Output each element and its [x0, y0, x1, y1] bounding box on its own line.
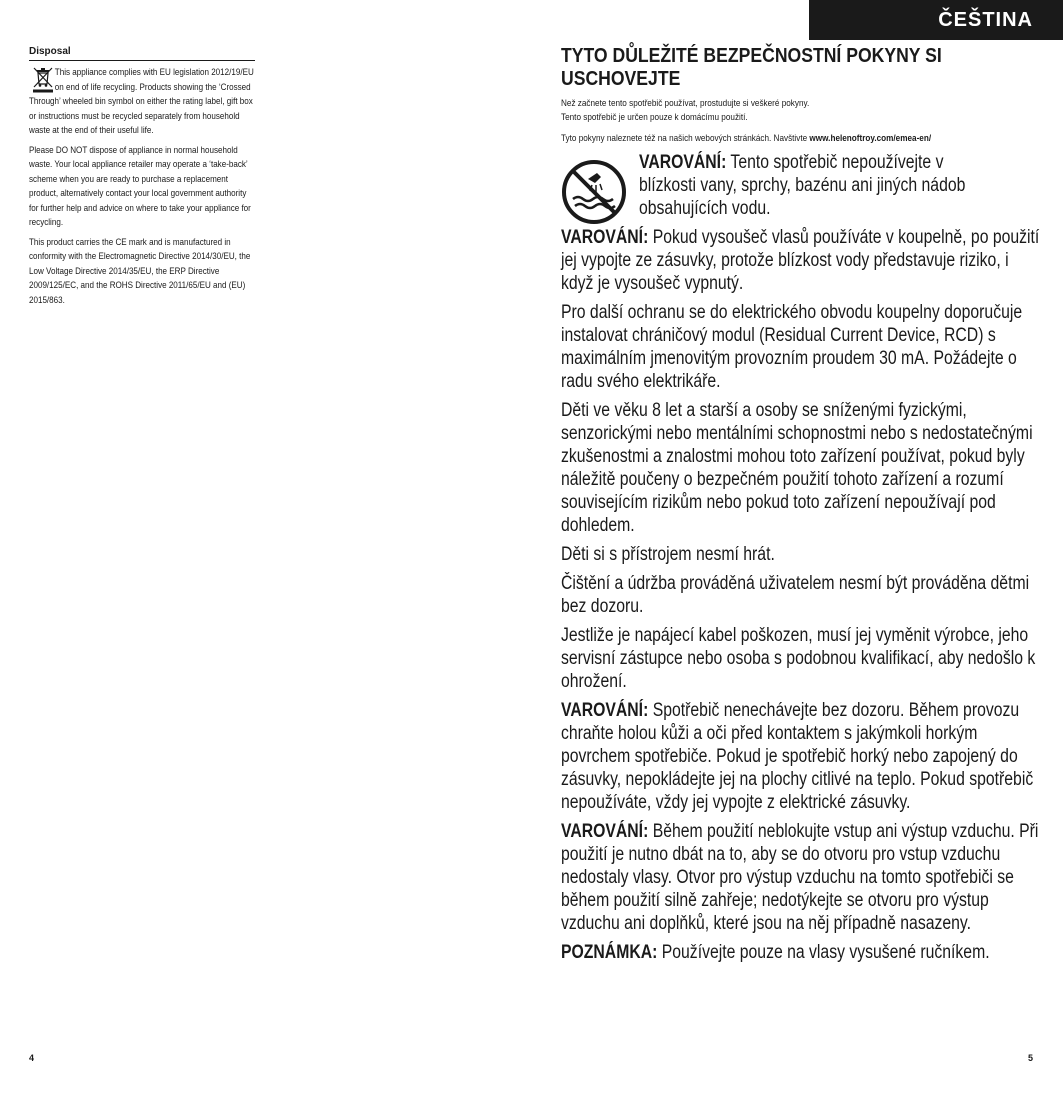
warning-text: Pokud vysoušeč vlasů používáte v koupelně, po použití jej vypojte ze zásuvky, protože blízkost vody představuje riziko, i když je vysoušeč vypnutý. [561, 227, 1040, 294]
warning-label: VAROVÁNÍ: [561, 700, 649, 721]
language-tab: ČEŠTINA [809, 0, 1063, 40]
intro-line: Tento spotřebič je určen pouze k domácímu použití. [561, 112, 748, 123]
warning-label: VAROVÁNÍ: [561, 821, 649, 842]
no-water-use-icon [561, 159, 627, 225]
play-paragraph: Děti si s přístrojem nesmí hrát. [561, 544, 775, 565]
ce-mark-paragraph: This product carries the CE mark and is manufactured in conformity with the Electromagnetic Directive 2014/30/EU, the Low Voltage Directive 2014/35/EU, the ERP Directive 2009/125/EC, and the ROHS Directive 2011/65/EU and (EU) 2015/863. [29, 235, 251, 305]
warning-paragraph [561, 226, 1042, 295]
note-paragraph [561, 941, 1042, 964]
disposal-paragraph: Please DO NOT dispose of appliance in normal household waste. Your local appliance retailer may operate a ‘take-back’ scheme when you are ready to purchase a replacement product, alternatively contact your local government authority for further help and advice on where to take your appliance for recycling. [29, 143, 251, 227]
disposal-section [29, 46, 255, 312]
warning-text: Během použití neblokujte vstup ani výstup vzduchu. Při použití je nutno dbát na to, aby se do otvoru pro vstup vzduchu nedostaly vlasy. Otvor pro výstup vzduchu na tomto spotřebiči se během použití silně zahřeje; nedotýkejte se otvoru pro výstup vzduchu ani doplňků, které jsou na něj případně nasazeny. [561, 821, 1039, 934]
page-title: TYTO DŮLEŽITÉ BEZPEČNOSTNÍ POKYNY SI USCHOVEJTE [561, 45, 942, 90]
warning-label: VAROVÁNÍ: [639, 152, 727, 173]
warning-paragraph [639, 151, 981, 220]
intro-line: Než začnete tento spotřebič používat, prostudujte si veškeré pokyny. [561, 98, 810, 109]
website-text: Tyto pokyny naleznete též na našich webových stránkách. Navštivte [561, 133, 810, 144]
website-line [561, 132, 1051, 146]
note-text: Používejte pouze na vlasy vysušené ručníkem. [657, 942, 990, 963]
warning-text: Spotřebič nenechávejte bez dozoru. Během provozu chraňte holou kůži a oči před kontaktem s jakýmkoli horkým povrchem spotřebiče. Pokud je spotřebič horký nebo zapojený do zásuvky, nepokládejte jej na plochy citlivé na teplo. Pokud spotřebič nepoužíváte, vždy jej vypojte z elektrické zásuvky. [561, 700, 1034, 813]
website-link[interactable]: www.helenoftroy.com/emea-en/ [809, 133, 932, 144]
disposal-paragraph: This appliance complies with EU legislation 2012/19/EU on end of life recycling. Products showing the ‘Crossed Through’ wheeled bin symbol on either the rating label, gift box or instructions must be recycled separately from household waste at the end of their useful life. [29, 66, 254, 135]
warning-text: Tento spotřebič nepoužívejte v blízkosti vany, sprchy, bazénu ani jiných nádob obsahujících vodu. [639, 152, 966, 219]
rcd-paragraph: Pro další ochranu se do elektrického obvodu koupelny doporučuje instalovat chráničový modul (Residual Current Device, RCD) s maximálním jmenovitým provozním proudem 30 mA. Požádejte o radu svého elektrikáře. [561, 302, 1023, 392]
safety-instructions-section [561, 45, 1051, 970]
cleaning-paragraph: Čištění a údržba prováděná uživatelem nesmí být prováděna dětmi bez dozoru. [561, 573, 1030, 617]
page-number-right: 5 [1028, 1053, 1034, 1063]
warning-paragraph [561, 820, 1042, 935]
warning-label: VAROVÁNÍ: [561, 227, 649, 248]
children-paragraph: Děti ve věku 8 let a starší a osoby se sníženými fyzickými, senzorickými nebo mentálními schopnostmi nebo s nedostatečnými zkušenostmi a znalostmi mohou toto zařízení používat, pokud byly náležitě poučeny o bezpečném použití tohoto zařízení a rozumí souvisejícím rizikům nebo pokud toto zařízení nepoužívají pod dohledem. [561, 400, 1033, 536]
page-number-left: 4 [29, 1053, 35, 1063]
note-label: POZNÁMKA: [561, 942, 658, 963]
warning-paragraph [561, 699, 1042, 814]
disposal-first-paragraph [29, 65, 255, 138]
disposal-heading: Disposal [29, 46, 255, 61]
water-warning [561, 151, 1051, 226]
cable-paragraph: Jestliže je napájecí kabel poškozen, musí jej vyměnit výrobce, jeho servisní zástupce nebo osoba s podobnou kvalifikací, aby nedošlo k ohrožení. [561, 625, 1036, 692]
